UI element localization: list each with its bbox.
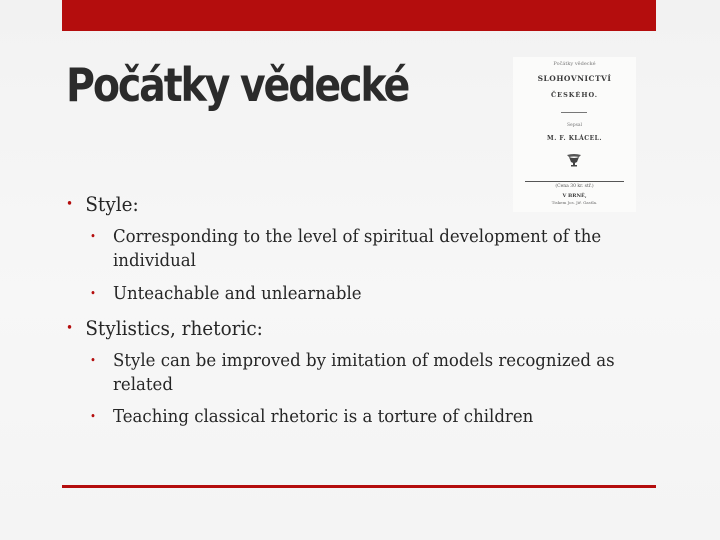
sub-bullet-item <box>90 225 651 273</box>
bottom-accent-rule <box>62 485 656 488</box>
book-title-line1: SLOHOVNICTVÍ <box>537 74 612 83</box>
book-imprint-3: Tiskem Jos. Jiř. Gastla. <box>551 200 598 205</box>
sub-bullet-item <box>90 282 651 306</box>
book-pretitle: Počátky vědecké <box>553 61 596 67</box>
bullet-icon: • <box>90 354 96 367</box>
bullet-icon: • <box>90 230 96 243</box>
book-imprint-2: V BRNĚ, <box>562 193 587 199</box>
sub-bullet-item <box>90 349 651 397</box>
sub-bullet-text: Style can be improved by imitation of models recognized as related <box>113 350 615 395</box>
bullet-icon: • <box>90 410 96 423</box>
bullet-icon: • <box>66 321 74 336</box>
bullet-icon: • <box>66 197 74 212</box>
sub-bullet-text: Corresponding to the level of spiritual development of the individual <box>113 226 602 271</box>
book-cover-image <box>513 57 636 212</box>
book-by: Sepsal <box>566 123 583 128</box>
book-ornament-icon <box>566 153 582 167</box>
slide-title: Počátky vědecké <box>66 58 409 112</box>
bullet-icon: • <box>90 287 96 300</box>
book-imprint-1: (Cena 30 kr. stř.) <box>555 184 594 189</box>
sub-bullet-item <box>90 405 651 429</box>
bullet-item <box>66 316 263 341</box>
sub-bullet-text: Unteachable and unlearnable <box>113 283 362 304</box>
book-rule <box>561 112 587 113</box>
book-title-line2: ČESKÉHO. <box>550 91 599 99</box>
bullet-item <box>66 192 139 217</box>
sub-bullet-text: Teaching classical rhetoric is a torture of children <box>113 406 534 427</box>
top-accent-bar <box>62 0 656 31</box>
book-author: M. F. KLÁCEL. <box>547 135 602 142</box>
bullet-text: Style: <box>85 192 139 216</box>
bullet-text: Stylistics, rhetoric: <box>85 316 263 340</box>
book-rule-bottom <box>525 181 624 182</box>
